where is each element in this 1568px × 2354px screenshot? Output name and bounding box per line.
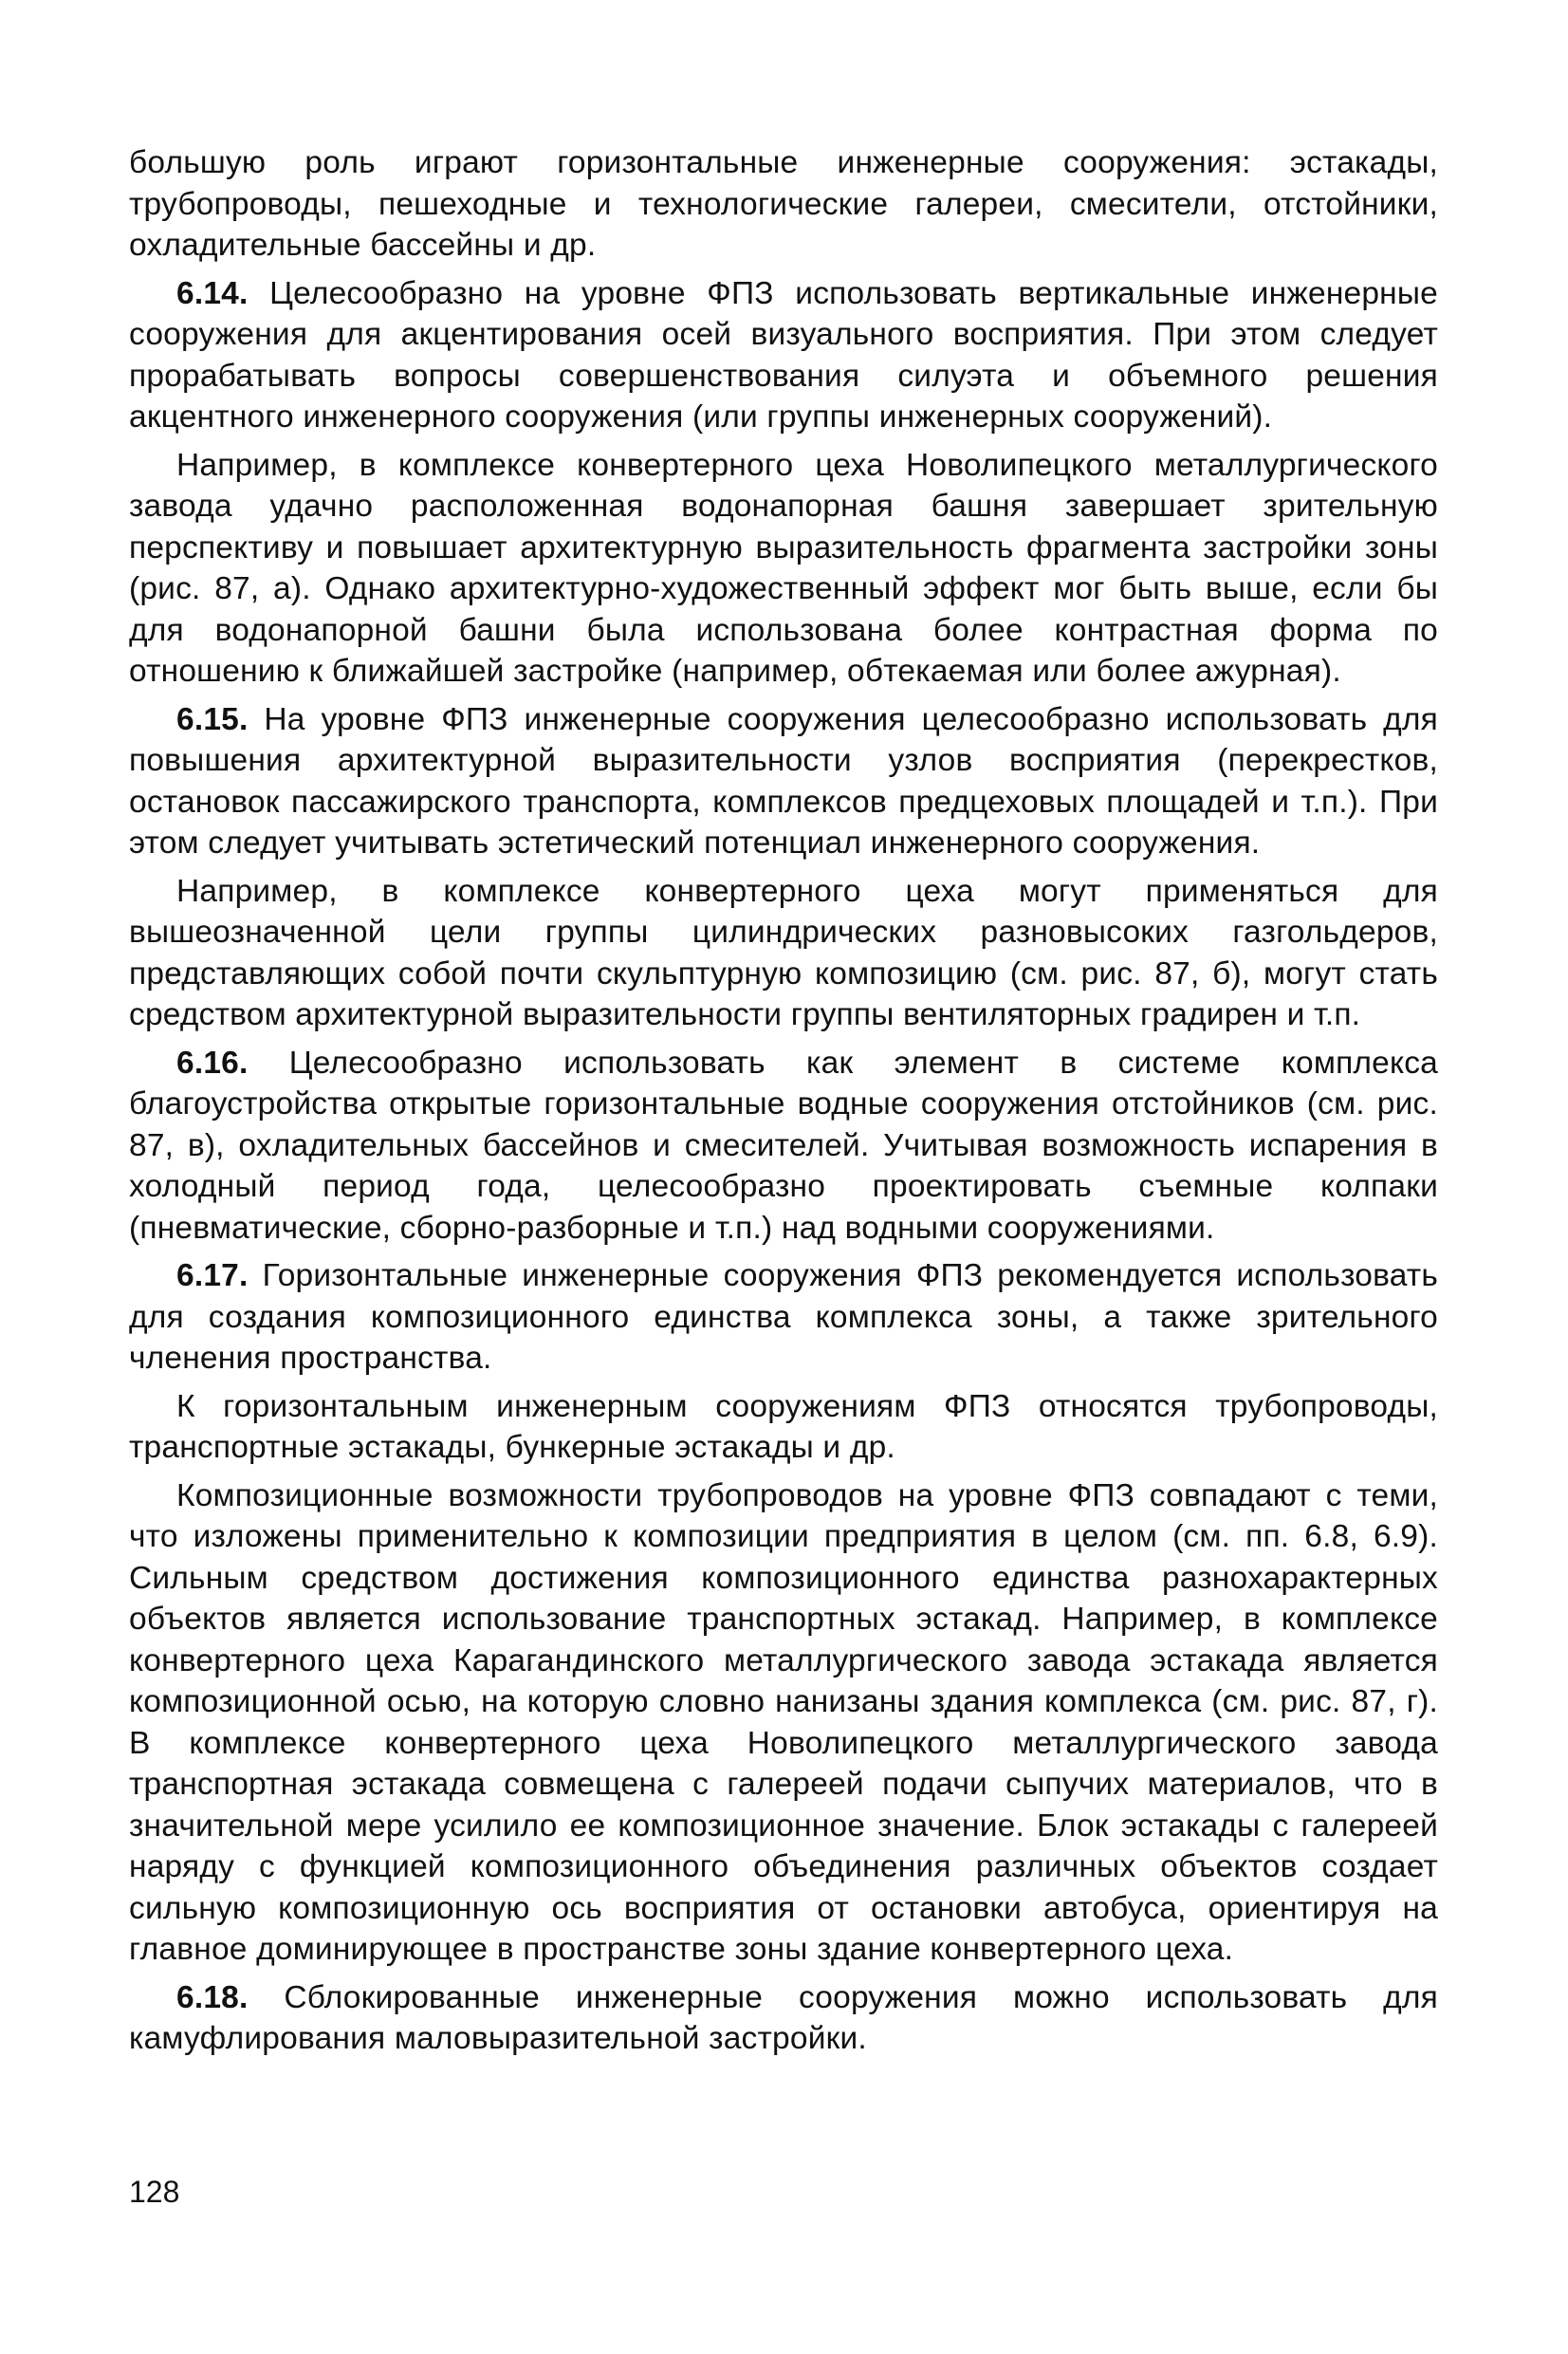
paragraph-text: Композиционные возможности трубопроводов на уровне ФПЗ совпадают с теми, что изложены применительно к композиции предприятия в целом (см. пп. 6.8, 6.9). Сильным средством достижения композиционного единства разнохарактерных объектов является использование транспортных эстакад. Например, в комплексе конвертерного цеха Карагандинского металлургического завода эстакада является композиционной осью, на которую словно нанизаны здания комплекса (см. рис. 87, г). В комплексе конвертерного цеха Новолипецкого металлургического завода транспортная эстакада совмещена с галереей подачи сыпучих материалов, что в значительной мере усилило ее композиционное значение. Блок эстакады с галереей наряду с функцией композиционного объединения различных объектов создает сильную композиционную ось восприятия от остановки автобуса, ориентируя на главное доминирующее в пространстве зоны здание конвертерного цеха. xyxy=(129,1477,1438,1967)
paragraph-text: К горизонтальным инженерным сооружениям ФПЗ относятся трубопроводы, транспортные эстакады, бункерные эстакады и др. xyxy=(129,1388,1438,1465)
section-6-17 xyxy=(129,1255,1438,1380)
paragraph-continuation xyxy=(129,142,1438,267)
section-number: 6.18. xyxy=(176,1979,249,2015)
paragraph-pipelines xyxy=(129,1475,1438,1971)
paragraph-text: Целесообразно использовать как элемент в системе комплекса благоустройства открытые горизонтальные водные сооружения отстойников (см. рис. 87, в), охладительных бассейнов и смесителей. Учитывая возможность испарения в холодный период года, целесообразно проектировать съемные колпаки (пневматические, сборно-разборные и т.п.) над водными сооружениями. xyxy=(129,1045,1438,1246)
paragraph-text: На уровне ФПЗ инженерные сооружения целесообразно использовать для повышения архитектурной выразительности узлов восприятия (перекрестков, остановок пассажирского транспорта, комплексов предцеховых площадей и т.п.). При этом следует учитывать эстетический потенциал инженерного сооружения. xyxy=(129,701,1438,861)
section-number: 6.17. xyxy=(176,1258,249,1293)
paragraph-example-gasholders xyxy=(129,871,1438,1036)
section-number: 6.15. xyxy=(176,701,249,737)
paragraph-text: Сблокированные инженерные сооружения можно использовать для камуфлирования маловыразительной застройки. xyxy=(129,1979,1438,2056)
paragraph-horizontal-structures xyxy=(129,1386,1438,1469)
paragraph-text: Горизонтальные инженерные сооружения ФПЗ рекомендуется использовать для создания композиционного единства комплекса зоны, а также зрительного членения пространства. xyxy=(129,1258,1438,1376)
section-6-18 xyxy=(129,1977,1438,2060)
section-number: 6.16. xyxy=(176,1045,249,1081)
paragraph-text: Например, в комплексе конвертерного цеха могут применяться для вышеозначенной цели группы цилиндрических разновысоких газгольдеров, представляющих собой почти скульптурную композицию (см. рис. 87, б), могут стать средством архитектурной выразительности группы вентиляторных градирен и т.п. xyxy=(129,873,1438,1032)
paragraph-text: Целесообразно на уровне ФПЗ использовать вертикальные инженерные сооружения для акцентирования осей визуального восприятия. При этом следует прорабатывать вопросы совершенствования силуэта и объемного решения акцентного инженерного сооружения (или группы инженерных сооружений). xyxy=(129,275,1438,435)
section-6-14 xyxy=(129,273,1438,438)
section-6-16 xyxy=(129,1043,1438,1250)
page-number: 128 xyxy=(129,2175,180,2209)
section-6-15 xyxy=(129,699,1438,864)
paragraph-text: большую роль играют горизонтальные инженерные сооружения: эстакады, трубопроводы, пешеходные и технологические галереи, смесители, отстойники, охладительные бассейны и др. xyxy=(129,145,1438,263)
paragraph-example-water-tower xyxy=(129,445,1438,693)
paragraph-text: Например, в комплексе конвертерного цеха Новолипецкого металлургического завода удачно расположенная водонапорная башня завершает зрительную перспективу и повышает архитектурную выразительность фрагмента застройки зоны (рис. 87, а). Однако архитектурно-художественный эффект мог быть выше, если бы для водонапорной башни была использована более контрастная форма по отношению к ближайшей застройке (например, обтекаемая или более ажурная). xyxy=(129,447,1438,689)
section-number: 6.14. xyxy=(176,275,249,311)
page-body xyxy=(129,142,1438,2067)
